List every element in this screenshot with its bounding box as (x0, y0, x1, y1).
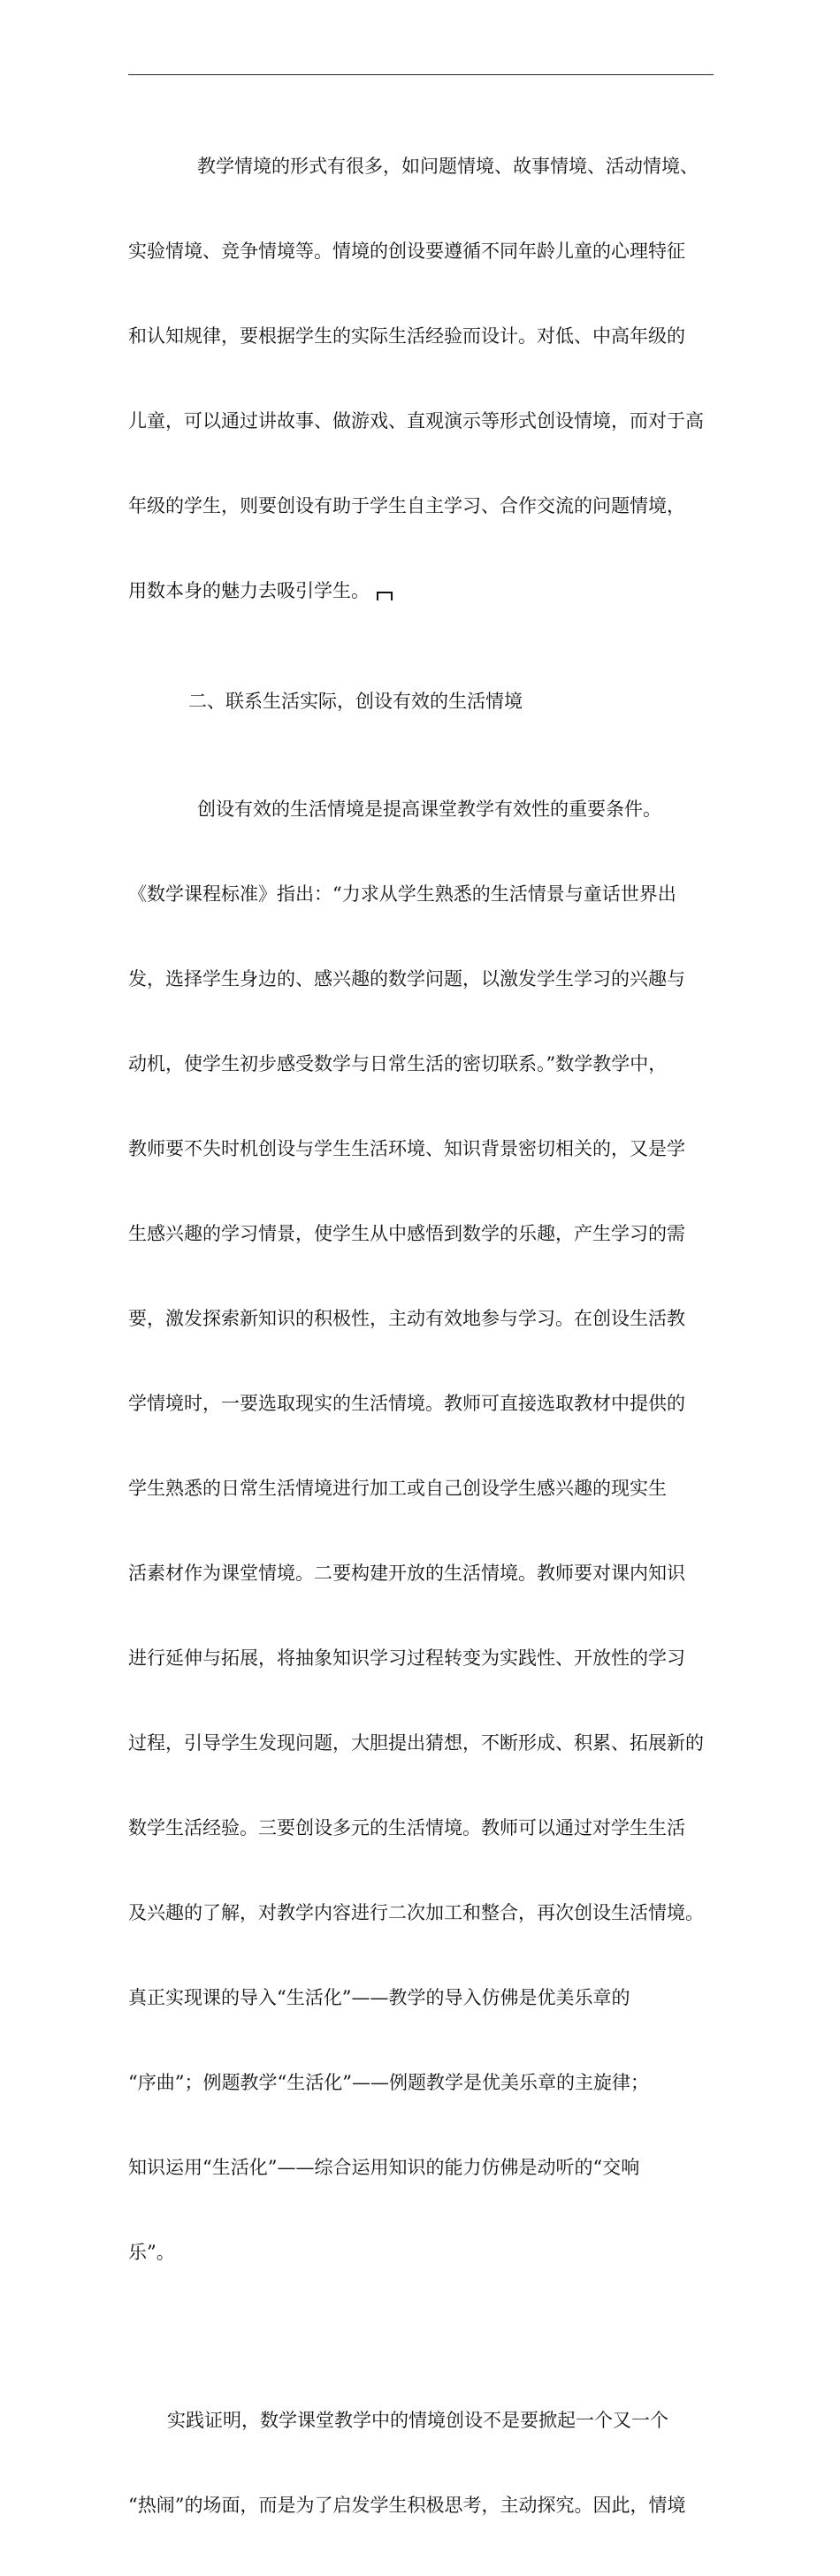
text-line: 要，激发探索新知识的积极性，主动有效地参与学习。在创设生活教 (128, 1308, 685, 1329)
text-line-last (128, 577, 714, 605)
text-line: 教学情境的形式有很多，如问题情境、故事情境、活动情境、 (197, 156, 699, 177)
paragraph-practice-proves (128, 2350, 714, 2576)
spacer (128, 715, 714, 738)
text-line: 年级的学生，则要创设有助于学生自主学习、合作交流的问题情境， (128, 495, 685, 516)
text-line: 数学生活经验。三要创设多元的生活情境。教师可以通过对学生生活 (128, 1817, 685, 1838)
text-line: 生感兴趣的学习情景，使学生从中感悟到数学的乐趣，产生学习的需 (128, 1223, 685, 1244)
paragraph-life-situation (128, 738, 714, 2323)
text-line: 乐”。 (128, 2242, 175, 2263)
text-line: 《数学课程标准》指出：“力求从学生熟悉的生活情景与童话世界出 (128, 883, 676, 905)
text-line: “热闹”的场面，而是为了启发学生积极思考，主动探究。因此，情境 (128, 2495, 686, 2516)
paragraph-situation-forms (128, 96, 714, 661)
text-line: 及兴趣的了解，对教学内容进行二次加工和整合，再次创设生活情境。 (128, 1902, 704, 1923)
text-line: “序曲”；例题教学“生活化”——例题教学是优美乐章的主旋律； (128, 2072, 649, 2093)
header-rule (128, 74, 714, 75)
section-heading: 二、联系生活实际，创设有效的生活情境 (188, 691, 523, 712)
text-line: 动机，使学生初步感受数学与日常生活的密切联系。”数学教学中， (128, 1053, 668, 1074)
text-line: 创设有效的生活情境是提高课堂教学有效性的重要条件。 (197, 799, 661, 820)
text-line: 学生熟悉的日常生活情境进行加工或自己创设学生感兴趣的现实生 (128, 1478, 667, 1499)
text-line: 学情境时，一要选取现实的生活情境。教师可直接选取教材中提供的 (128, 1393, 685, 1414)
text-line: 教师要不失时机创设与学生生活环境、知识背景密切相关的，又是学 (128, 1138, 685, 1159)
document-body (128, 96, 714, 2576)
text-line: 活素材作为课堂情境。二要构建开放的生活情境。教师要对课内知识 (128, 1563, 685, 1584)
text-line: 和认知规律，要根据学生的实际生活经验而设计。对低、中高年级的 (128, 325, 685, 347)
spacer (128, 661, 714, 687)
text-line: 发，选择学生身边的、感兴趣的数学问题，以激发学生学习的兴趣与 (128, 968, 685, 990)
text-line-content: 用数本身的魅力去吸引学生。 (128, 580, 370, 601)
paragraph-mark-icon (377, 592, 393, 600)
text-line: 儿童，可以通过讲故事、做游戏、直观演示等形式创设情境，而对于高 (128, 410, 704, 432)
text-line: 知识运用“生活化”——综合运用知识的能力仿佛是动听的“交响 (128, 2157, 640, 2178)
text-line: 实验情境、竞争情境等。情境的创设要遵循不同年龄儿童的心理特征 (128, 241, 685, 262)
text-line: 真正实现课的导入“生活化”——教学的导入仿佛是优美乐章的 (128, 1987, 630, 2008)
text-line: 进行延伸与拓展，将抽象知识学习过程转变为实践性、开放性的学习 (128, 1647, 685, 1669)
text-line: 过程，引导学生发现问题，大胆提出猜想，不断形成、积累、拓展新的 (128, 1732, 704, 1754)
spacer (128, 2323, 714, 2350)
text-line: 实践证明，数学课堂教学中的情境创设不是要掀起一个又一个 (167, 2410, 668, 2431)
